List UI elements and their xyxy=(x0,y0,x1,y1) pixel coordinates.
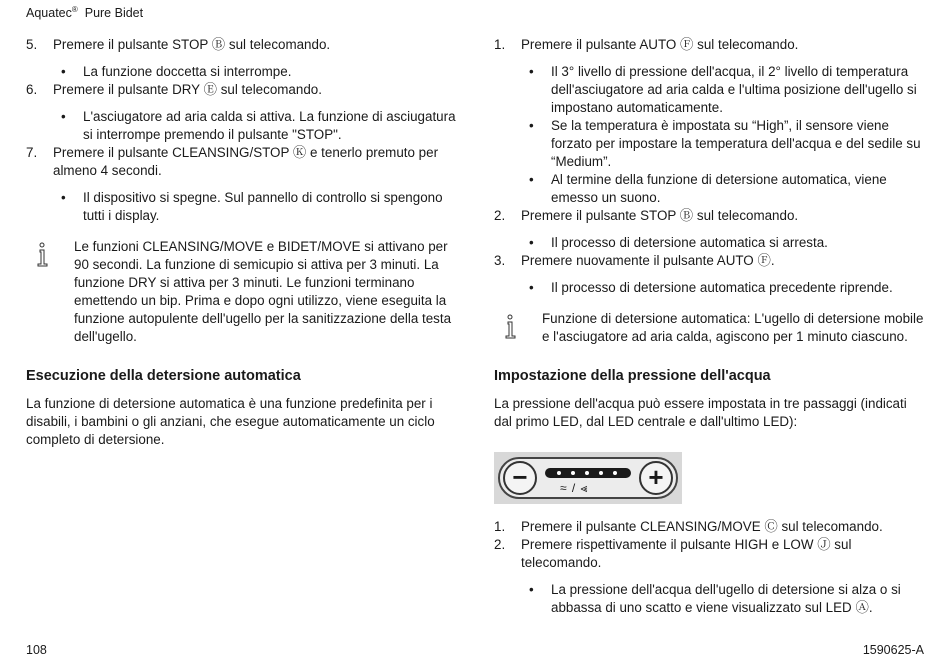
bullet-icon: • xyxy=(61,64,66,79)
bullet-icon: • xyxy=(529,235,534,250)
control-panel xyxy=(498,457,678,499)
bullet-icon: • xyxy=(529,64,534,79)
bullet-text: Il processo di detersione automatica precedente riprende. xyxy=(551,280,893,295)
bullet-item xyxy=(494,279,924,297)
step-number: 7. xyxy=(26,145,38,160)
step-text: Premere il pulsante CLEANSING/STOP Ⓚ e tenerlo premuto per almeno 4 secondi. xyxy=(53,145,439,178)
right-column xyxy=(494,36,924,617)
step-item xyxy=(494,536,924,572)
bullet-item xyxy=(494,581,924,617)
section-heading: Impostazione della pressione dell'acqua xyxy=(494,368,771,384)
page-number: 108 xyxy=(26,643,47,657)
step-text: Premere nuovamente il pulsante AUTO Ⓕ. xyxy=(521,253,775,268)
step-item xyxy=(494,207,924,225)
bullet-text: Il 3° livello di pressione dell'acqua, il 2° livello di temperatura dell'asciugatore ad aria calda e l'ultima posizione dell'ugello si impostano automaticamente. xyxy=(551,64,917,115)
section-heading: Esecuzione della detersione automatica xyxy=(26,368,301,384)
bullet-item xyxy=(26,108,456,144)
led-dot xyxy=(585,471,589,475)
brand-name: Aquatec xyxy=(26,6,72,21)
plus-button-icon: + xyxy=(639,461,673,495)
minus-button-icon: − xyxy=(503,461,537,495)
step-text: Premere il pulsante AUTO Ⓕ sul telecomando. xyxy=(521,37,799,52)
step-number: 1. xyxy=(494,37,506,52)
step-item xyxy=(494,36,924,54)
led-bar xyxy=(545,468,631,478)
water-pressure-icon: ≈ / ⪡ xyxy=(560,481,589,495)
step-item xyxy=(26,144,456,180)
info-icon xyxy=(36,242,50,268)
step-number: 6. xyxy=(26,82,38,97)
step-item xyxy=(26,81,456,99)
led-dot xyxy=(557,471,561,475)
bullet-item xyxy=(26,63,456,81)
pressure-control-illustration xyxy=(494,452,682,504)
led-dot xyxy=(599,471,603,475)
bullet-icon: • xyxy=(61,109,66,124)
step-text: Premere il pulsante DRY Ⓔ sul telecomando. xyxy=(53,82,322,97)
bullet-text: Il processo di detersione automatica si arresta. xyxy=(551,235,828,250)
note-text: Le funzioni CLEANSING/MOVE e BIDET/MOVE si attivano per 90 secondi. La funzione di semicupio si attiva per 3 minuti. La funzione DRY si attiva per 3 minuti. Le funzioni terminano emettendo un bip. Prima e dopo ogni utilizzo, viene eseguita la funzione autopulente dell'ugello per la sanitizzazione della testa dell'ugello. xyxy=(74,239,452,344)
step-number: 2. xyxy=(494,537,506,552)
step-item xyxy=(494,518,924,536)
bullet-text: La funzione doccetta si interrompe. xyxy=(83,64,292,79)
left-column xyxy=(26,36,456,449)
step-number: 5. xyxy=(26,37,38,52)
step-text: Premere il pulsante STOP Ⓑ sul telecomando. xyxy=(53,37,331,52)
section-paragraph: La funzione di detersione automatica è una funzione predefinita per i disabili, i bambini o gli anziani, che esegue automaticamente un ciclo completo di detersione. xyxy=(26,396,435,447)
registered-mark: ® xyxy=(71,5,78,14)
step-number: 2. xyxy=(494,208,506,223)
bullet-item xyxy=(494,171,924,207)
step-number: 3. xyxy=(494,253,506,268)
bullet-icon: • xyxy=(529,118,534,133)
step-text: Premere rispettivamente il pulsante HIGH e LOW Ⓙ sul telecomando. xyxy=(521,537,852,570)
bullet-icon: • xyxy=(61,190,66,205)
info-note xyxy=(494,310,924,346)
bullet-item xyxy=(494,63,924,117)
info-icon xyxy=(504,314,518,340)
note-text: Funzione di detersione automatica: L'ugello di detersione mobile e l'asciugatore ad aria calda, agiscono per 1 minuto ciascuno. xyxy=(542,311,924,344)
bullet-text: La pressione dell'acqua dell'ugello di detersione si alza o si abbassa di uno scatto e viene visualizzato sul LED Ⓐ. xyxy=(551,582,901,615)
bullet-item xyxy=(494,234,924,252)
section-paragraph: La pressione dell'acqua può essere impostata in tre passaggi (indicati dal primo LED, dal LED centrale e dall'ultimo LED): xyxy=(494,396,907,429)
bullet-icon: • xyxy=(529,172,534,187)
step-item xyxy=(494,252,924,270)
bullet-text: Il dispositivo si spegne. Sul pannello di controllo si spengono tutti i display. xyxy=(83,190,443,223)
bullet-text: Al termine della funzione di detersione automatica, viene emesso un suono. xyxy=(551,172,887,205)
step-text: Premere il pulsante STOP Ⓑ sul telecomando. xyxy=(521,208,799,223)
step-text: Premere il pulsante CLEANSING/MOVE Ⓒ sul telecomando. xyxy=(521,519,883,534)
bullet-icon: • xyxy=(529,280,534,295)
bullet-item xyxy=(26,189,456,225)
bullet-icon: • xyxy=(529,582,534,597)
step-number: 1. xyxy=(494,519,506,534)
led-dot xyxy=(571,471,575,475)
product-name: Pure Bidet xyxy=(84,6,144,21)
bullet-text: Se la temperatura è impostata su “High”, il sensore viene forzato per impostare la temperatura dell'acqua e del sedile su “Medium”. xyxy=(551,118,921,169)
document-code: 1590625-A xyxy=(862,643,924,657)
bullet-item xyxy=(494,117,924,171)
bullet-text: L'asciugatore ad aria calda si attiva. La funzione di asciugatura si interrompe premendo il pulsante "STOP". xyxy=(83,109,456,142)
info-note xyxy=(26,238,456,346)
led-dot xyxy=(613,471,617,475)
document-header xyxy=(26,5,143,20)
step-item xyxy=(26,36,456,54)
